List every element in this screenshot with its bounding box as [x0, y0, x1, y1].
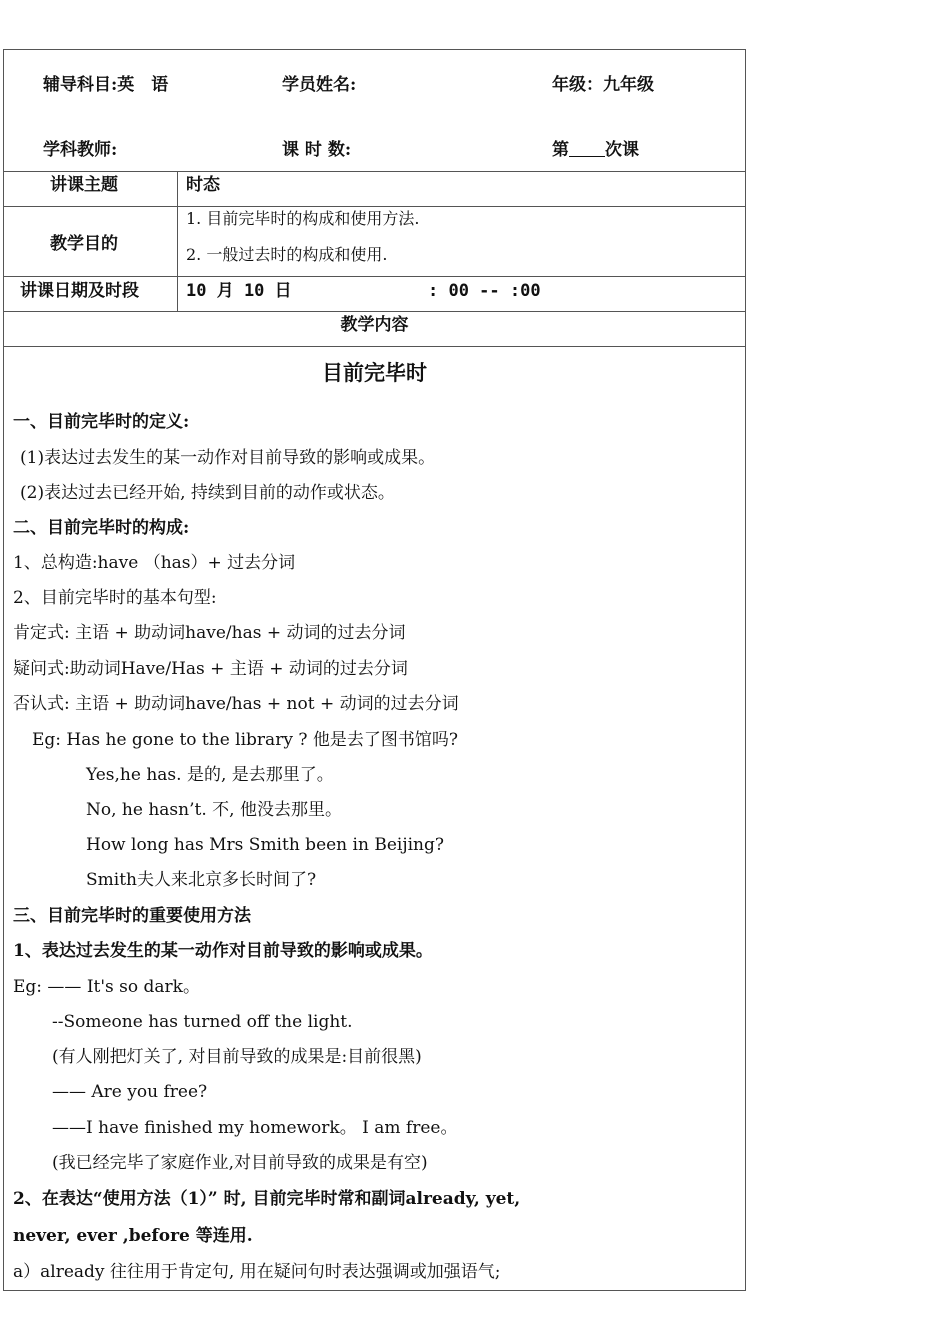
content-line: 1、总构造:have （has）+ 过去分词 [13, 553, 296, 573]
example-line: (我已经完毕了家庭作业,对目前导致的成果是有空) [52, 1153, 428, 1173]
topic-value: 时态 [186, 175, 220, 195]
content-line: (2)表达过去已经开始, 持续到目前的动作或状态。 [20, 483, 395, 503]
lesson-number: 第 次课 [552, 140, 639, 160]
example-line: (有人刚把灯关了, 对目前导致的成果是:目前很黑) [52, 1047, 422, 1067]
example-line: —— Are you free? [52, 1082, 208, 1102]
grade-label: 年级：九年级 [552, 75, 654, 95]
date-label: 讲课日期及时段 [20, 281, 139, 301]
goal-label: 教学目的 [50, 234, 118, 254]
divider [3, 276, 746, 277]
time-value: : 00 -- :00 [428, 281, 541, 301]
content-line: 疑问式:助动词Have/Has + 主语 + 动词的过去分词 [13, 659, 408, 679]
divider [3, 346, 746, 347]
example-line: Eg: Has he gone to the library ? 他是去了图书馆吗? [32, 730, 458, 750]
example-line: Smith夫人来北京多长时间了? [86, 870, 317, 890]
lesson-number-blank [569, 140, 605, 157]
column-divider [177, 171, 178, 311]
content-line: a）already 往往用于肯定句, 用在疑问句时表达强调或加强语气; [13, 1262, 501, 1282]
example-line: Yes,he has. 是的, 是去那里了。 [86, 765, 334, 785]
teacher-label: 学科教师: [43, 140, 118, 160]
subsection-heading: 1、表达过去发生的某一动作对目前导致的影响或成果。 [13, 941, 433, 961]
subsection-heading: 2、在表达“使用方法（1）” 时, 目前完毕时常和副词already, yet, [13, 1189, 521, 1209]
content-line: (1)表达过去发生的某一动作对目前导致的影响或成果。 [20, 448, 436, 468]
example-line: Eg: —— It's so dark。 [13, 977, 200, 997]
content-title: 目前完毕时 [322, 360, 427, 385]
example-line: --Someone has turned off the light. [52, 1012, 353, 1032]
divider [3, 171, 746, 172]
student-name-label: 学员姓名: [282, 75, 357, 95]
topic-label: 讲课主题 [50, 175, 118, 195]
example-line: No, he hasn’t. 不, 他没去那里。 [86, 800, 342, 820]
content-header: 教学内容 [340, 315, 409, 335]
subject-label: 辅导科目:英 语 [43, 75, 169, 95]
subsection-heading: never, ever ,before 等连用. [13, 1226, 253, 1246]
date-value: 10 月 10 日 [186, 281, 292, 301]
section-heading: 二、目前完毕时的构成: [13, 518, 190, 538]
example-line: How long has Mrs Smith been in Beijing? [86, 835, 444, 855]
example-line: ——I have finished my homework。 I am free。 [52, 1118, 458, 1138]
content-line: 否认式: 主语 + 助动词have/has + not + 动词的过去分词 [13, 694, 459, 714]
divider [3, 206, 746, 207]
section-heading: 三、目前完毕时的重要使用方法 [13, 906, 251, 926]
goal-item: 2. 一般过去时的构成和使用. [186, 245, 388, 264]
content-line: 2、目前完毕时的基本句型: [13, 588, 217, 608]
content-line: 肯定式: 主语 + 助动词have/has + 动词的过去分词 [13, 623, 406, 643]
section-heading: 一、目前完毕时的定义: [13, 412, 190, 432]
goal-item: 1. 目前完毕时的构成和使用方法. [186, 209, 420, 228]
divider [3, 311, 746, 312]
lesson-hours-label: 课 时 数: [282, 140, 352, 160]
